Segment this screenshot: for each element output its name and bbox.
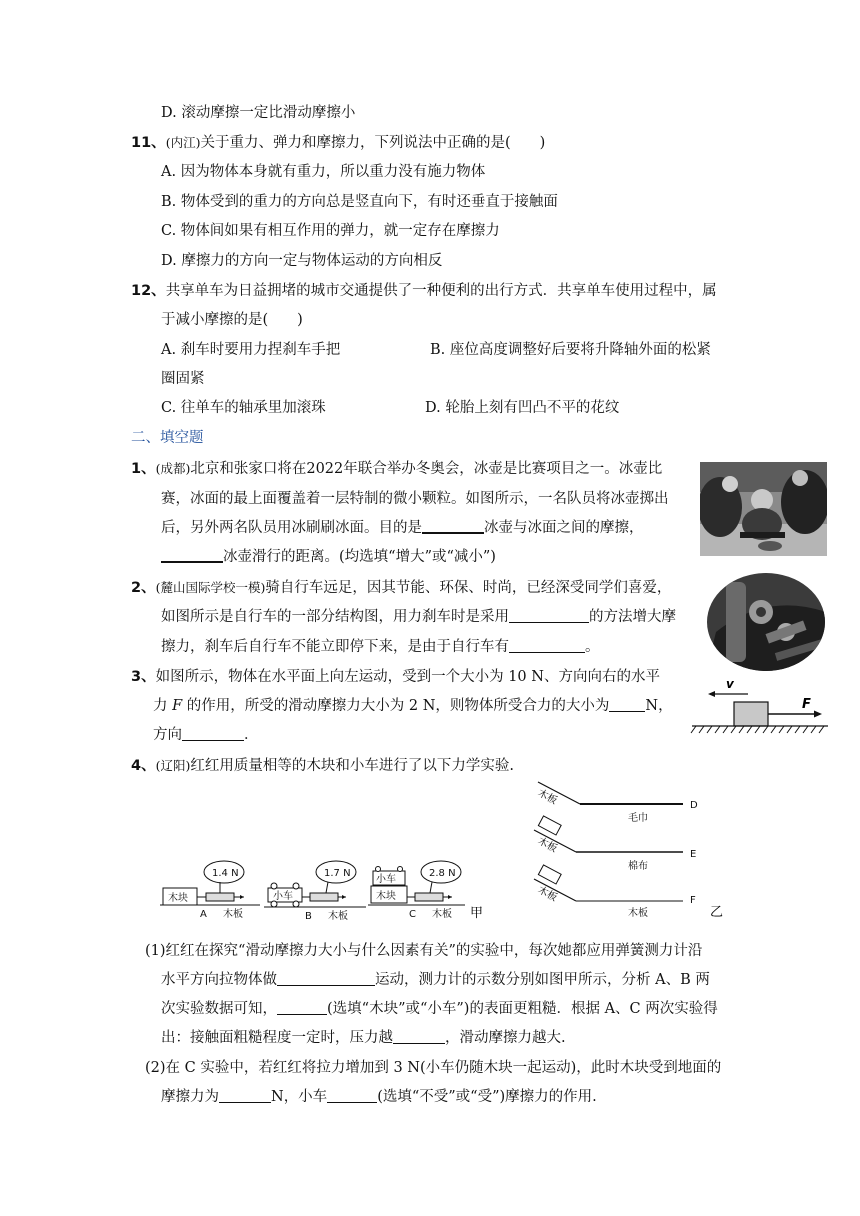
section-title: 二、填空题 — [131, 430, 204, 446]
answer-blank[interactable] — [509, 608, 589, 623]
board-label: 木板 — [223, 909, 243, 920]
text: (选填“不受”或“受”)摩擦力的作用. — [377, 1089, 597, 1105]
question-source: (内江) — [165, 135, 201, 150]
fill-question-4 — [131, 756, 514, 776]
fill-question-2 — [131, 578, 671, 598]
answer-blank[interactable] — [277, 1000, 327, 1015]
part-2: (2)在 C 实验中，若红红将拉力增加到 3 N(小车仍随木块一起运动)，此时木块受到地面的 — [145, 1060, 722, 1076]
option-d: D. 摩擦力的方向一定与物体运动的方向相反 — [161, 253, 443, 269]
question-source: (成都) — [155, 461, 191, 476]
text: 。 — [585, 639, 600, 655]
cart-label: 小车 — [376, 874, 396, 885]
question-number: 12、 — [131, 283, 166, 299]
text: 运动，测力计的示数分别如图甲所示，分析 A、B 两 — [375, 972, 710, 988]
answer-blank[interactable] — [422, 518, 484, 534]
option-c: C. 物体间如果有相互作用的弹力，就一定存在摩擦力 — [161, 223, 500, 239]
block-label: 木块 — [168, 893, 188, 904]
option-c: C. 往单车的轴承里加滚珠 — [161, 400, 326, 416]
answer-blank[interactable] — [327, 1088, 377, 1103]
text: ． — [244, 727, 259, 743]
question-number: 11、 — [131, 135, 166, 151]
fill-question-3 — [131, 667, 660, 687]
board-label: 木板 — [328, 911, 348, 922]
surface-towel: 毛巾 — [628, 813, 648, 824]
label-c: C — [409, 909, 416, 920]
question-text — [161, 547, 496, 567]
question-text — [161, 518, 644, 538]
curling-photo — [700, 462, 827, 556]
figure-yi — [528, 780, 728, 920]
question-text — [161, 999, 718, 1019]
text: 水平方向拉物体做 — [161, 972, 277, 988]
answer-blank[interactable] — [219, 1088, 271, 1103]
question-text — [161, 970, 710, 990]
text: 擦力，刹车后自行车不能立即停下来，是由于自行车有 — [161, 639, 509, 655]
question-number: 1、 — [131, 461, 156, 477]
question-text: 北京和张家口将在2022年联合举办冬奥会，冰壶是比赛项目之一。冰壶比 — [190, 461, 663, 477]
option-a: A. 刹车时要用力捏刹车手把 — [161, 342, 341, 358]
answer-blank[interactable] — [277, 971, 375, 986]
question-12 — [131, 281, 717, 301]
option-b-cont: 圈固紧 — [161, 371, 205, 387]
question-number: 3、 — [131, 669, 156, 685]
label-e: E — [690, 849, 697, 860]
question-text: 如图所示，物体在水平面上向左运动，受到一个大小为 10 N、方向向右的水平 — [155, 669, 660, 685]
incline-label: 木板 — [535, 884, 559, 904]
figure-yi-label: 乙 — [710, 905, 724, 920]
option-b: B. 物体受到的重力的方向总是竖直向下，有时还垂直于接触面 — [161, 194, 558, 210]
question-text — [153, 696, 673, 716]
block-label: 木块 — [376, 891, 396, 902]
question-number: 2、 — [131, 580, 156, 596]
label-f: F — [690, 895, 696, 906]
surface-cotton: 棉布 — [628, 861, 648, 872]
text: 次实验数据可知， — [161, 1001, 277, 1017]
cart-label: 小车 — [273, 891, 293, 902]
text: 出：接触面粗糙程度一定时，压力越 — [161, 1030, 393, 1046]
question-text — [161, 1087, 597, 1107]
answer-blank[interactable] — [509, 638, 585, 653]
label-b: B — [305, 911, 312, 922]
fill-question-1 — [131, 459, 662, 479]
text: 冰壶与冰面之间的摩擦， — [484, 520, 644, 536]
force-label: F — [802, 697, 811, 712]
question-source: (辽阳) — [155, 758, 191, 773]
question-stem: 关于重力、弹力和摩擦力，下列说法中正确的是( ) — [200, 135, 546, 151]
question-source: (麓山国际学校一模) — [155, 580, 266, 595]
question-number: 4、 — [131, 758, 156, 774]
answer-blank[interactable] — [609, 697, 645, 712]
surface-board: 木板 — [628, 908, 648, 919]
question-text — [161, 637, 600, 657]
question-stem-cont: 于减小摩擦的是( ) — [161, 312, 303, 328]
text: 力 — [153, 698, 168, 714]
incline-label: 木板 — [535, 835, 559, 855]
incline-label: 木板 — [535, 787, 559, 807]
text: N， — [645, 698, 673, 714]
answer-blank[interactable] — [161, 547, 223, 563]
reading-a: 1.4 N — [212, 868, 239, 879]
option-a: A. 因为物体本身就有重力，所以重力没有施力物体 — [161, 164, 486, 180]
question-text: 红红用质量相等的木块和小车进行了以下力学实验. — [190, 758, 514, 774]
text: ，滑动摩擦力越大. — [445, 1030, 566, 1046]
force-symbol: F — [172, 698, 183, 714]
part-1: (1)红红在探究“滑动摩擦力大小与什么因素有关”的实验中，每次她都应用弹簧测力计沿 — [145, 943, 703, 959]
text: 摩擦力为 — [161, 1089, 219, 1105]
answer-blank[interactable] — [393, 1029, 445, 1044]
option-b: B. 座位高度调整好后要将升降轴外面的松紧 — [430, 342, 711, 358]
answer-blank[interactable] — [182, 726, 244, 741]
force-diagram — [690, 676, 830, 740]
velocity-label: v — [726, 677, 734, 691]
text: N，小车 — [271, 1089, 328, 1105]
question-text: 骑自行车远足，因其节能、环保、时尚，已经深受同学们喜爱， — [265, 580, 672, 596]
question-11 — [131, 133, 545, 153]
text: 冰壶滑行的距离。(均选填“增大”或“减小”) — [223, 549, 496, 565]
text: 的作用，所受的滑动摩擦力大小为 2 N，则物体所受合力的大小为 — [186, 698, 610, 714]
figure-jia — [160, 855, 490, 923]
question-text: 赛，冰面的最上面覆盖着一层特制的微小颗粒。如图所示，一名队员将冰壶掷出 — [161, 491, 669, 507]
bicycle-brake-photo — [706, 572, 826, 672]
text: 的方法增大摩 — [589, 609, 676, 625]
label-d: D — [690, 800, 698, 811]
question-text — [161, 1028, 566, 1048]
option-d: D. 滚动摩擦一定比滑动摩擦小 — [161, 105, 356, 121]
text: (选填“木块”或“小车”)的表面更粗糙．根据 A、C 两次实验得 — [327, 1001, 718, 1017]
question-text — [153, 725, 259, 745]
reading-b: 1.7 N — [324, 868, 351, 879]
figure-jia-label: 甲 — [470, 906, 484, 921]
reading-c: 2.8 N — [429, 868, 456, 879]
option-d: D. 轮胎上刻有凹凸不平的花纹 — [425, 400, 620, 416]
text: 如图所示是自行车的一部分结构图，用力刹车时是采用 — [161, 609, 509, 625]
question-text — [161, 607, 676, 627]
text: 后，另外两名队员用冰刷刷冰面。目的是 — [161, 520, 422, 536]
board-label: 木板 — [432, 909, 452, 920]
question-stem: 共享单车为日益拥堵的城市交通提供了一种便利的出行方式．共享单车使用过程中，属 — [165, 283, 717, 299]
label-a: A — [200, 909, 207, 920]
text: 方向 — [153, 727, 182, 743]
